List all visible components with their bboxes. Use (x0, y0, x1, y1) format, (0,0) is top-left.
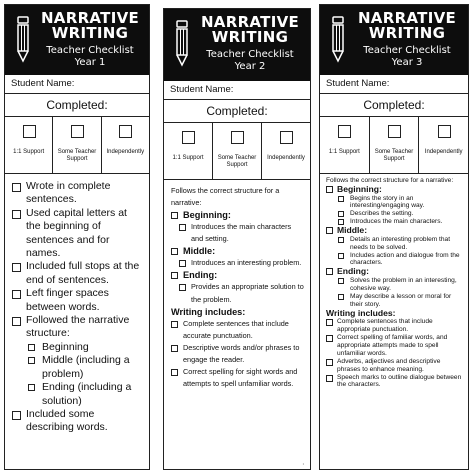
checkbox-icon[interactable] (179, 284, 186, 291)
checkbox-icon[interactable] (28, 344, 35, 351)
checkbox[interactable] (182, 131, 195, 144)
checklist-item[interactable] (12, 287, 144, 314)
sub-item[interactable] (12, 381, 144, 408)
item-text: Wrote in complete sentences. (26, 180, 111, 206)
structure-intro: Follows the correct structure for a narrative: (326, 177, 454, 184)
support-option[interactable] (370, 117, 420, 173)
checkbox-icon[interactable] (171, 321, 178, 328)
checkbox[interactable] (23, 125, 36, 138)
sub-item[interactable] (326, 277, 463, 293)
support-label: Some Teacher Support (57, 149, 97, 162)
item-text: Left finger spaces between words. (26, 287, 109, 313)
checklist-item[interactable] (326, 374, 463, 390)
sub-item[interactable] (326, 293, 463, 309)
heading-text: Beginning: (183, 210, 231, 221)
heading-text: Beginning: (337, 183, 382, 194)
checkbox-icon[interactable] (12, 210, 21, 219)
checklist-item[interactable] (326, 334, 463, 358)
support-option[interactable] (320, 117, 370, 173)
checklist-body (320, 174, 468, 389)
support-label: Independently (424, 149, 463, 155)
item-text: Used capital letters at the beginning of sentences and for names. (26, 206, 127, 260)
checkbox[interactable] (231, 131, 244, 144)
card-subtitle (35, 45, 145, 69)
checkbox-icon[interactable] (28, 357, 35, 364)
support-level-row (5, 117, 149, 174)
writing-includes-heading: Writing includes: (171, 306, 246, 317)
section-heading[interactable] (171, 209, 305, 221)
completed-heading: Completed: (164, 100, 310, 123)
checklist-item[interactable] (12, 314, 144, 341)
sub-item[interactable] (171, 221, 305, 245)
checklist-item[interactable] (171, 342, 305, 366)
support-label: 1:1 Support (13, 149, 45, 155)
support-label: 1:1 Support (172, 155, 204, 161)
checkbox-icon[interactable] (171, 248, 178, 255)
checklist-item[interactable] (12, 408, 144, 435)
heading-text: Ending: (183, 270, 218, 281)
section-heading[interactable] (171, 269, 305, 281)
card-subtitle (194, 49, 306, 73)
checkbox-icon[interactable] (326, 335, 333, 342)
heading-text: Middle: (337, 225, 368, 236)
checklist-item[interactable] (12, 180, 144, 207)
card-title: NARRATIVE WRITING (357, 9, 457, 42)
checkbox[interactable] (71, 125, 84, 138)
item-text: Includes action and dialogue from the characters. (350, 251, 460, 267)
support-option[interactable] (419, 117, 468, 173)
support-option[interactable] (262, 123, 310, 179)
checkbox-icon[interactable] (28, 384, 35, 391)
sub-item[interactable] (326, 252, 463, 268)
support-option[interactable] (102, 117, 149, 173)
section-heading[interactable] (326, 267, 463, 277)
item-text: Details an interesting problem that needs to be solved. (350, 235, 451, 251)
card-header (320, 5, 468, 75)
checkbox-icon[interactable] (326, 227, 333, 234)
completed-heading: Completed: (320, 94, 468, 117)
year-label: Year 2 (234, 61, 266, 72)
support-label: Independently (106, 149, 145, 155)
checklist-item[interactable] (171, 366, 305, 390)
item-text: Begins the story in an interesting/engaging way. (350, 194, 425, 210)
checkbox-icon[interactable] (326, 319, 333, 326)
heading-text: Middle: (183, 246, 216, 257)
item-text: Introduces an interesting problem. (191, 258, 302, 268)
item-text: Describes the setting. (350, 210, 414, 218)
item-text: Descriptive words and/or phrases to engage the reader. (183, 342, 300, 364)
item-text: Complete sentences that include appropriate punctuation. (337, 318, 433, 334)
item-text: Provides an appropriate solution to the problem. (191, 282, 304, 304)
item-text: May describe a lesson or moral for their story. (350, 292, 452, 308)
checkbox-icon[interactable] (171, 272, 178, 279)
support-label: Some Teacher Support (217, 155, 257, 168)
subtitle-line: Teacher Checklist (46, 45, 134, 56)
card-header (164, 9, 310, 81)
pencil-icon (330, 15, 346, 63)
structure-intro: Follows the correct structure for a narrative: (171, 186, 280, 208)
sub-item[interactable] (12, 341, 144, 354)
checkbox[interactable] (388, 125, 401, 138)
checklist-card-year-2 (163, 8, 311, 470)
heading-text: Ending: (337, 266, 369, 277)
checklist-body (164, 180, 310, 390)
support-option[interactable] (5, 117, 53, 173)
subtitle-line: Teacher Checklist (206, 49, 294, 60)
checklist-body (5, 174, 149, 435)
checklist-card-year-3 (319, 4, 469, 470)
card-title: NARRATIVE WRITING (40, 9, 140, 42)
sub-item[interactable] (171, 281, 305, 305)
item-text: Speech marks to outline dialogue between the characters. (337, 373, 462, 389)
checkbox[interactable] (338, 125, 351, 138)
checkbox-icon[interactable] (171, 212, 178, 219)
completed-heading: Completed: (5, 94, 149, 117)
item-text: Solves the problem in an interesting, cohesive way. (350, 276, 457, 292)
checkbox-icon[interactable] (338, 211, 344, 217)
support-option[interactable] (213, 123, 262, 179)
checkbox[interactable] (438, 125, 451, 138)
checkbox-icon[interactable] (171, 369, 178, 376)
section-heading[interactable] (326, 185, 463, 195)
checklist-item[interactable] (12, 207, 144, 261)
checkbox-icon[interactable] (338, 196, 344, 202)
sub-item[interactable] (12, 354, 144, 381)
support-option[interactable] (53, 117, 101, 173)
checkbox-icon[interactable] (338, 237, 344, 243)
card-header (5, 5, 149, 75)
checkbox-icon[interactable] (12, 263, 21, 272)
year-label: Year 3 (391, 57, 423, 68)
checkbox-icon[interactable] (326, 268, 333, 275)
support-label: 1:1 Support (328, 149, 360, 155)
item-text: Introduces the main characters and setting. (191, 222, 292, 244)
section-heading[interactable] (171, 245, 305, 257)
checklist-item[interactable] (12, 260, 144, 287)
item-text: Middle (including a problem) (42, 354, 130, 380)
student-name-field[interactable]: Student Name: (164, 81, 310, 100)
sub-item[interactable] (326, 210, 463, 218)
card-title: NARRATIVE WRITING (200, 13, 300, 46)
checkbox-icon[interactable] (179, 224, 186, 231)
sub-item[interactable] (326, 236, 463, 252)
checkbox-icon[interactable] (338, 278, 344, 284)
checkbox-icon[interactable] (338, 294, 344, 300)
pencil-icon (15, 15, 31, 63)
support-label: Independently (267, 155, 305, 161)
item-text: Adverbs, adjectives and descriptive phrases to enhance meaning. (337, 357, 441, 373)
support-option[interactable] (164, 123, 213, 179)
item-text: Beginning (42, 340, 89, 353)
item-text: Included some describing words. (26, 407, 108, 434)
checkbox-icon[interactable] (326, 359, 333, 366)
checkbox-icon[interactable] (179, 260, 186, 267)
item-text: Followed the narrative structure: (26, 314, 130, 340)
writing-includes-heading: Writing includes: (326, 307, 396, 318)
support-label: Some Teacher Support (374, 149, 414, 162)
credit-mark: • (302, 462, 304, 466)
item-text: Complete sentences that include accurate punctuation. (183, 318, 289, 340)
sub-item[interactable] (326, 195, 463, 211)
checklist-item[interactable] (171, 318, 305, 342)
item-text: Included full stops at the end of sentences. (26, 260, 140, 286)
pencil-icon (174, 19, 190, 67)
support-level-row (320, 117, 468, 174)
card-subtitle (350, 45, 464, 69)
item-text: Correct spelling for sight words and attempts to spell unfamiliar words. (183, 367, 298, 389)
checkbox[interactable] (280, 131, 293, 144)
checkbox-icon[interactable] (12, 183, 21, 192)
checkbox-icon[interactable] (326, 186, 333, 193)
sub-item[interactable] (171, 257, 305, 269)
checklist-item[interactable] (326, 358, 463, 374)
subtitle-line: Teacher Checklist (363, 45, 451, 56)
item-text: Introduces the main characters. (350, 218, 443, 226)
checkbox-icon[interactable] (171, 345, 178, 352)
student-name-field[interactable]: Student Name: (5, 75, 149, 94)
item-text: Correct spelling of familiar words, and appropriate attempts made to spell unfamiliar words. (337, 333, 448, 357)
checkbox-icon[interactable] (12, 290, 21, 299)
support-level-row (164, 123, 310, 180)
checkbox-icon[interactable] (338, 253, 344, 259)
checkbox-icon[interactable] (12, 317, 21, 326)
student-name-field[interactable]: Student Name: (320, 75, 468, 94)
checkbox[interactable] (119, 125, 132, 138)
checklist-card-year-1 (4, 4, 150, 470)
year-label: Year 1 (74, 57, 106, 68)
section-heading[interactable] (326, 226, 463, 236)
item-text: Ending (including a solution) (42, 381, 132, 407)
checkbox-icon[interactable] (12, 411, 21, 420)
checkbox-icon[interactable] (326, 375, 333, 382)
checklist-item[interactable] (326, 318, 463, 334)
